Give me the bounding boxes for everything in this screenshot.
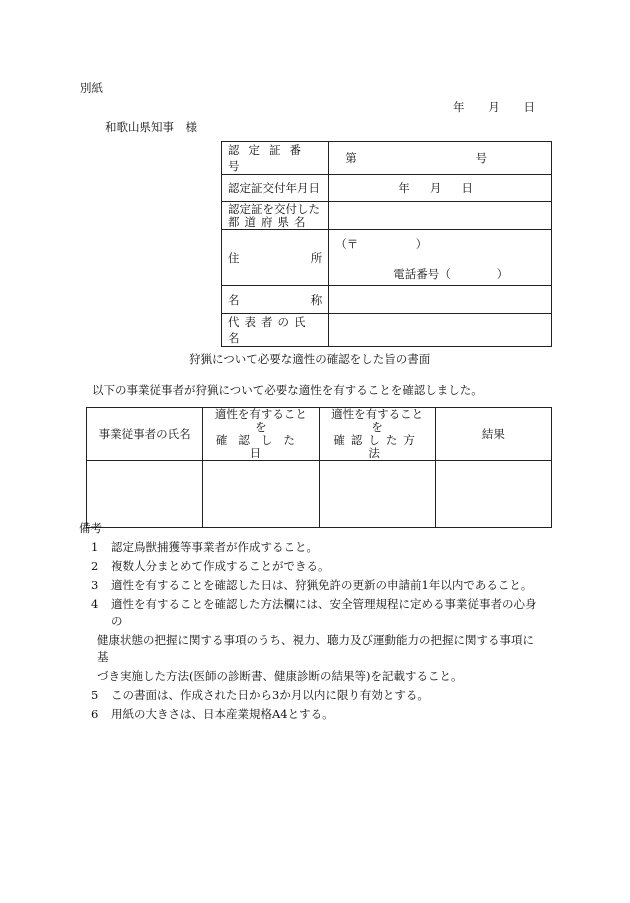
label-name (222, 286, 329, 314)
header-confirmed-date: 適性を有することを 確認した日 (203, 408, 319, 461)
note-number: 1 (91, 540, 99, 554)
note-text: この書面は、作成された日から3か月以内に限り有効とする。 (111, 688, 429, 702)
table-row (222, 202, 552, 230)
note-number: 5 (91, 688, 99, 702)
note-text: 用紙の大きさは、日本産業規格A4とする。 (111, 707, 334, 721)
certificate-info-table (221, 141, 552, 347)
note-item (77, 539, 537, 556)
table-row (222, 175, 552, 202)
label-address-left: 住 (228, 250, 240, 265)
label-line2: 都道府県名 (228, 214, 311, 229)
label-text (228, 142, 322, 174)
postal-code: （〒 ） (335, 237, 428, 251)
label-chars: 認定証番号 (228, 143, 310, 173)
value-name[interactable] (329, 286, 552, 314)
note-item (77, 577, 537, 594)
note-text: 認定鳥獣捕獲等事業者が作成すること。 (111, 540, 318, 554)
date-year: 年 (453, 100, 465, 114)
addressee: 和歌山県知事 様 (105, 120, 197, 134)
value-address[interactable] (329, 230, 552, 286)
header-worker-name: 事業従事者の氏名 (87, 408, 203, 461)
label-name-right: 称 (310, 292, 323, 307)
cell-result[interactable] (435, 461, 551, 528)
cert-number-prefix: 第 (345, 151, 357, 165)
note-item (77, 687, 537, 704)
worker-table (86, 407, 552, 528)
note-text: 健康状態の把握に関する事項のうち、視力、聴力及び運動能力の把握に関する事項に基 (97, 633, 534, 664)
intro-text: 以下の事業従事者が狩猟について必要な適性を有することを確認しました。 (92, 383, 483, 397)
issue-day: 日 (461, 181, 473, 195)
note-number: 6 (91, 707, 99, 721)
header-result: 結果 (435, 408, 551, 461)
note-text: づき実施した方法(医師の診断書、健康診断の結果等)を記載すること。 (97, 669, 463, 683)
cell-confirmed-method[interactable] (319, 461, 435, 528)
note-item-continued (77, 668, 537, 685)
date-day: 日 (523, 100, 535, 114)
table-header-row (87, 408, 552, 461)
document-title: 狩猟について必要な適性の確認をした旨の書面 (189, 352, 431, 366)
note-text: 適性を有することを確認した日は、狩猟免許の更新の申請前1年以内であること。 (111, 578, 533, 592)
label-address-right: 所 (310, 250, 323, 265)
notes-heading: 備考 (79, 521, 102, 535)
note-number: 3 (91, 578, 99, 592)
table-row (222, 230, 552, 286)
issue-year: 年 (398, 181, 410, 195)
label-name-left: 名 (228, 292, 240, 307)
note-number: 2 (91, 559, 99, 573)
header-confirmed-method: 適性を有することを 確認した方法 (319, 408, 435, 461)
attachment-label: 別紙 (80, 81, 103, 95)
label-issue-date: 認定証交付年月日 (222, 175, 329, 202)
note-text: 複数人分まとめて作成することができる。 (111, 559, 330, 573)
phone-number: 電話番号（ ） (393, 267, 509, 281)
value-issue-date[interactable] (329, 175, 552, 202)
notes-section (77, 520, 537, 723)
cert-number-suffix: 号 (475, 151, 487, 165)
table-row (222, 314, 552, 347)
value-representative[interactable] (329, 314, 552, 347)
label-line1: 認定証を交付した (228, 201, 320, 216)
label-cert-number (222, 142, 329, 175)
note-number: 4 (91, 597, 99, 611)
label-representative: 代表者の氏名 (222, 314, 329, 347)
label-address (222, 230, 329, 286)
note-text: 適性を有することを確認した方法欄には、安全管理規程に定める事業従事者の心身の (111, 597, 537, 628)
note-item-continued (77, 632, 537, 666)
issue-month: 月 (429, 181, 442, 195)
cell-confirmed-date[interactable] (203, 461, 319, 528)
date-month: 月 (488, 100, 500, 114)
cell-worker-name[interactable] (87, 461, 203, 528)
note-item (77, 596, 537, 630)
table-row (222, 142, 552, 175)
value-prefecture[interactable] (329, 202, 552, 230)
date-line (453, 99, 535, 115)
value-cert-number[interactable] (329, 142, 552, 175)
note-item (77, 558, 537, 575)
note-item (77, 706, 537, 723)
table-row (87, 461, 552, 528)
table-row (222, 286, 552, 314)
label-prefecture (222, 202, 329, 230)
